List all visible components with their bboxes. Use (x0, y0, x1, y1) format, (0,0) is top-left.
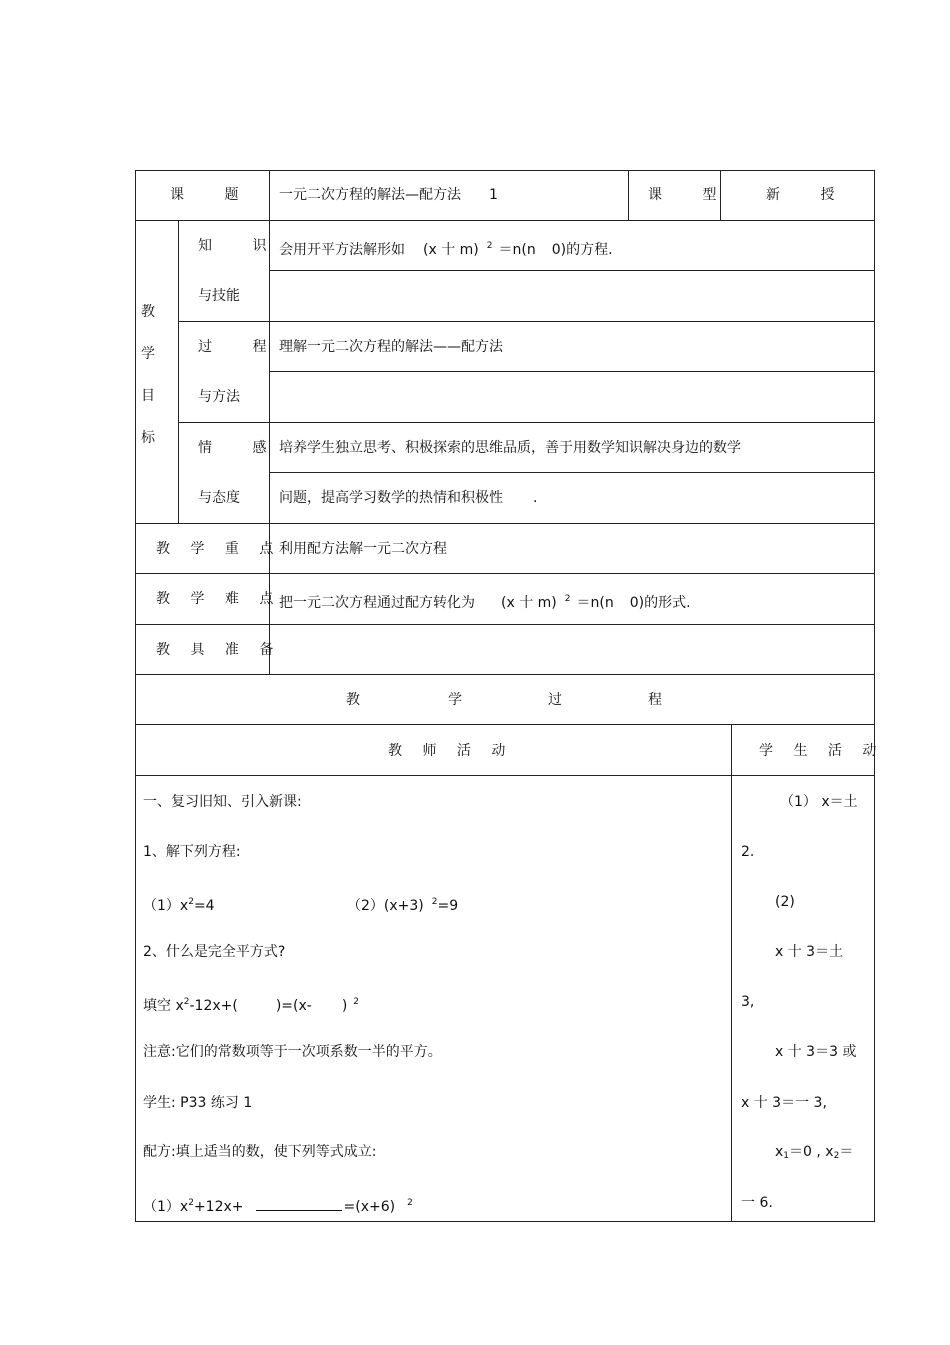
attitude-line-2 (279, 489, 537, 507)
student-header: 学 生 活 动 (759, 743, 885, 759)
rule (135, 170, 875, 171)
difficulty-mid: ＝n(n (576, 595, 614, 611)
topic-value (279, 186, 498, 204)
difficulty-post: 0)的形式. (629, 595, 691, 611)
objectives-side-label-4: 标 (141, 430, 155, 446)
rule (135, 220, 875, 221)
process-title-1: 教 (346, 692, 360, 708)
teacher-line-6: 注意:它们的常数项等于一次项系数一半的平方。 (143, 1044, 442, 1060)
rule (269, 371, 875, 372)
attitude-line-2-text: 问题，提高学习数学的热情和积极性 (279, 490, 503, 506)
objectives-side-label-2: 学 (141, 346, 155, 362)
knowledge-mid: ＝n(n (498, 242, 536, 258)
difficulty-label: 教 学 难 点 (156, 591, 282, 607)
root-mid: ＝0 , x (789, 1144, 834, 1160)
type-value: 新 授 (766, 187, 853, 203)
rule (628, 170, 629, 220)
process-title-3: 过 (548, 692, 562, 708)
rule (135, 775, 875, 776)
attitude-line-2-end: . (533, 490, 538, 506)
rule (874, 170, 875, 1222)
complete-pre: （1）x (143, 1199, 189, 1215)
student-line-6: x 十 3＝3 或 (775, 1044, 857, 1060)
difficulty-pre: 把一元二次方程通过配方转化为 (279, 595, 475, 611)
teacher-line-7: 学生: P33 练习 1 (143, 1095, 253, 1111)
root-sub-1: 1 (783, 1151, 790, 1161)
rule (135, 724, 875, 725)
tools-label: 教 具 准 备 (156, 642, 282, 658)
teacher-line-3b (347, 893, 458, 915)
process-label-1: 过 程 (198, 339, 285, 355)
complete-post: =(x+6) (343, 1199, 396, 1215)
attitude-label-2: 与态度 (198, 490, 240, 506)
teacher-line-2: 1、解下列方程: (143, 844, 241, 860)
objectives-side-label-3: 目 (141, 388, 155, 404)
eq1-pre: （1）x (143, 898, 189, 914)
teacher-line-8: 配方:填上适当的数，使下列等式成立: (143, 1144, 377, 1160)
rule (731, 724, 732, 1222)
complete-exp2: 2 (407, 1198, 413, 1208)
rule (269, 270, 875, 271)
knowledge-label-1: 知 识 (198, 238, 285, 254)
rule (135, 170, 136, 1222)
key-point-label: 教 学 重 点 (156, 541, 282, 557)
knowledge-formula: (x 十 m) (423, 242, 479, 258)
eq2-pre: （2）(x+3) (347, 898, 424, 914)
fill-mid2: )=(x- (275, 998, 312, 1014)
student-line-1: （1） x＝土 (780, 794, 858, 810)
teacher-header: 教 师 活 动 (388, 743, 514, 759)
root-eq: ＝ (839, 1144, 854, 1160)
rule (135, 573, 875, 574)
eq1-post: =4 (193, 898, 215, 914)
student-line-9: 一 6. (741, 1195, 773, 1211)
rule (135, 674, 875, 675)
student-line-4: x 十 3＝土 (775, 944, 844, 960)
knowledge-text (279, 237, 613, 259)
type-label: 课 型 (648, 187, 735, 203)
rule (178, 422, 875, 423)
attitude-line-1: 培养学生独立思考、积极探索的思维品质，善于用数学知识解决身边的数学 (279, 440, 741, 456)
complete-exp: 2 (188, 1198, 194, 1208)
process-text: 理解一元二次方程的解法——配方法 (279, 339, 503, 355)
rule (178, 220, 179, 523)
topic-title: 一元二次方程的解法—配方法 (279, 187, 461, 203)
knowledge-post: 0)的方程. (551, 242, 613, 258)
rule (269, 472, 875, 473)
difficulty-exponent: 2 (564, 594, 571, 604)
difficulty-text (279, 590, 691, 612)
student-line-2: 2. (741, 844, 755, 860)
process-title-4: 程 (648, 692, 662, 708)
answer-blank (256, 1200, 342, 1211)
root-x1: x (775, 1144, 784, 1160)
difficulty-formula: (x 十 m) (501, 595, 557, 611)
fill-mid: -12x+( (189, 998, 238, 1014)
rule (135, 624, 875, 625)
teacher-line-1: 一、复习旧知、引入新课: (143, 794, 302, 810)
process-label-2: 与方法 (198, 389, 240, 405)
topic-number: 1 (489, 187, 498, 203)
knowledge-exponent: 2 (486, 241, 493, 251)
process-title-2: 学 (448, 692, 462, 708)
complete-mid: +12x+ (193, 1199, 244, 1215)
knowledge-label-2: 与技能 (198, 288, 240, 304)
student-line-3: (2) (775, 894, 795, 910)
student-line-5: 3, (741, 994, 755, 1010)
student-line-8 (775, 1143, 853, 1165)
fill-exp2: 2 (353, 997, 360, 1007)
rule (135, 1221, 875, 1222)
eq2-post: =9 (437, 898, 459, 914)
teacher-line-5 (143, 993, 359, 1015)
fill-end: ) (341, 998, 348, 1014)
teacher-line-9 (143, 1194, 413, 1216)
knowledge-pre: 会用开平方法解形如 (279, 242, 405, 258)
topic-label: 课 题 (170, 187, 257, 203)
root-sub-2: 2 (833, 1151, 840, 1161)
key-point-text: 利用配方法解一元二次方程 (279, 541, 447, 557)
attitude-label-1: 情 感 (198, 440, 285, 456)
teacher-line-3a (143, 893, 215, 915)
objectives-side-label-1: 教 (141, 304, 155, 320)
teacher-line-4: 2、什么是完全平方式? (143, 944, 286, 960)
rule (135, 523, 875, 524)
eq2-exp: 2 (431, 897, 438, 907)
fill-pre: 填空 x (143, 998, 184, 1014)
student-line-7: x 十 3＝一 3, (741, 1095, 827, 1111)
fill-exp: 2 (183, 997, 190, 1007)
eq1-exp: 2 (188, 897, 194, 907)
rule (178, 321, 875, 322)
